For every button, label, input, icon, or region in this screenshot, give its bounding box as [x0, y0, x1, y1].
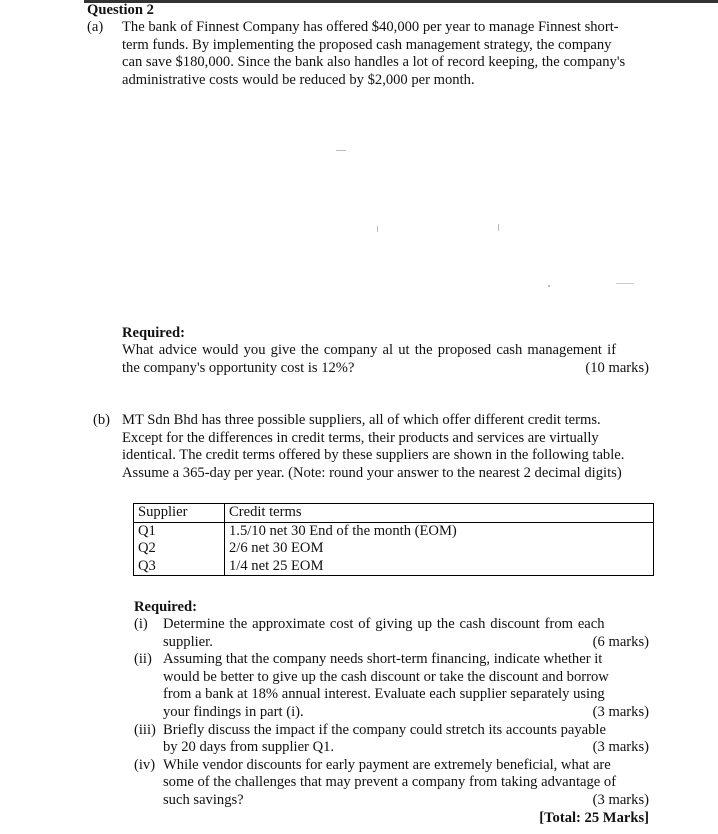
- part-a-required-line: the company's opportunity cost is 12%?: [122, 359, 355, 376]
- table-row: [134, 522, 654, 540]
- part-a-line: term funds. By implementing the proposed cash management strategy, the company: [122, 36, 612, 53]
- part-b-required-heading: Required:: [134, 599, 197, 615]
- part-b-subquestions: [134, 616, 649, 827]
- subquestion-label: (i): [134, 616, 148, 632]
- subquestion-line: by 20 days from supplier Q1.: [163, 739, 335, 756]
- part-a-line: The bank of Finnest Company has offered $40,000 per year to manage Finnest short-: [122, 19, 619, 35]
- scan-speck: [548, 285, 550, 287]
- scan-speck: [616, 283, 634, 284]
- subquestion-line: Determine the approximate cost of giving up the cash discount from each: [163, 616, 605, 632]
- question-title: Question 2: [87, 2, 154, 18]
- part-b-line: MT Sdn Bhd has three possible suppliers, all of which offer different credit terms.: [122, 412, 601, 428]
- subquestion-line: your findings in part (i).: [163, 703, 304, 720]
- table-cell-terms: 2/6 net 30 EOM: [229, 540, 324, 557]
- scan-speck: [336, 150, 346, 151]
- part-a-label: (a): [87, 19, 104, 35]
- part-b-text: [122, 412, 649, 482]
- subquestion-label: (ii): [134, 651, 152, 668]
- part-a-text: [122, 19, 649, 89]
- part-b-line: Assume a 365-day per year. (Note: round your answer to the nearest 2 decimal digits): [122, 464, 622, 481]
- part-b-line: Except for the differences in credit terms, their products and services are virtually: [122, 429, 599, 446]
- scan-speck: [498, 224, 499, 231]
- subquestion-line: would be better to give up the cash discount or take the discount and borrow: [163, 668, 609, 685]
- subquestion-line: Assuming that the company needs short-term financing, indicate whether it: [163, 651, 603, 668]
- total-marks: [Total: 25 Marks]: [539, 809, 649, 826]
- part-b-label: (b): [93, 412, 111, 428]
- subquestion-line: While vendor discounts for early payment are extremely beneficial, what are: [163, 756, 611, 773]
- part-a-line: can save $180,000. Since the bank also handles a lot of record keeping, the company's: [122, 54, 626, 71]
- subquestion-iv: [134, 757, 649, 810]
- subquestion-marks: (3 marks): [592, 791, 649, 808]
- subquestion-iii: [134, 722, 649, 757]
- part-b-line: identical. The credit terms offered by these suppliers are shown in the following table.: [122, 447, 625, 464]
- table-cell-supplier: Q2: [134, 540, 225, 558]
- subquestion-line: from a bank at 18% annual interest. Evaluate each supplier separately using: [163, 686, 605, 703]
- subquestion-i: [134, 616, 649, 651]
- credit-terms-table: [133, 503, 654, 576]
- table-cell-terms: 1/4 net 25 EOM: [229, 557, 324, 574]
- subquestion-label: (iii): [134, 721, 156, 738]
- table-cell-supplier: Q1: [134, 522, 225, 540]
- subquestion-marks: (3 marks): [592, 739, 649, 756]
- subquestion-marks: (3 marks): [592, 703, 649, 720]
- subquestion-label: (iv): [134, 756, 156, 773]
- subquestion-line: supplier.: [163, 633, 213, 650]
- top-rule: [84, 0, 718, 3]
- subquestion-line: some of the challenges that may prevent a company from taking advantage of: [163, 774, 617, 791]
- table-cell-terms: 1.5/10 net 30 End of the month (EOM): [229, 522, 457, 539]
- part-a-required: [122, 342, 649, 377]
- subquestion-line: such savings?: [163, 791, 244, 808]
- table-row: [134, 558, 654, 576]
- scan-speck: [377, 226, 378, 232]
- table-cell-supplier: Q3: [134, 558, 225, 576]
- table-header-row: [134, 504, 654, 523]
- table-header-credit-terms: Credit terms: [225, 504, 654, 523]
- part-a-marks: (10 marks): [585, 359, 649, 376]
- table-row: [134, 540, 654, 558]
- part-a-required-heading: Required:: [122, 325, 185, 341]
- subquestion-line: Briefly discuss the impact if the company could stretch its accounts payable: [163, 721, 606, 738]
- subquestion-ii: [134, 651, 649, 721]
- table-header-supplier: Supplier: [134, 504, 225, 523]
- part-a-line: administrative costs would be reduced by $2,000 per month.: [122, 71, 475, 88]
- part-a-required-line: What advice would you give the company al ut the proposed cash management if: [122, 342, 617, 358]
- subquestion-marks: (6 marks): [592, 633, 649, 650]
